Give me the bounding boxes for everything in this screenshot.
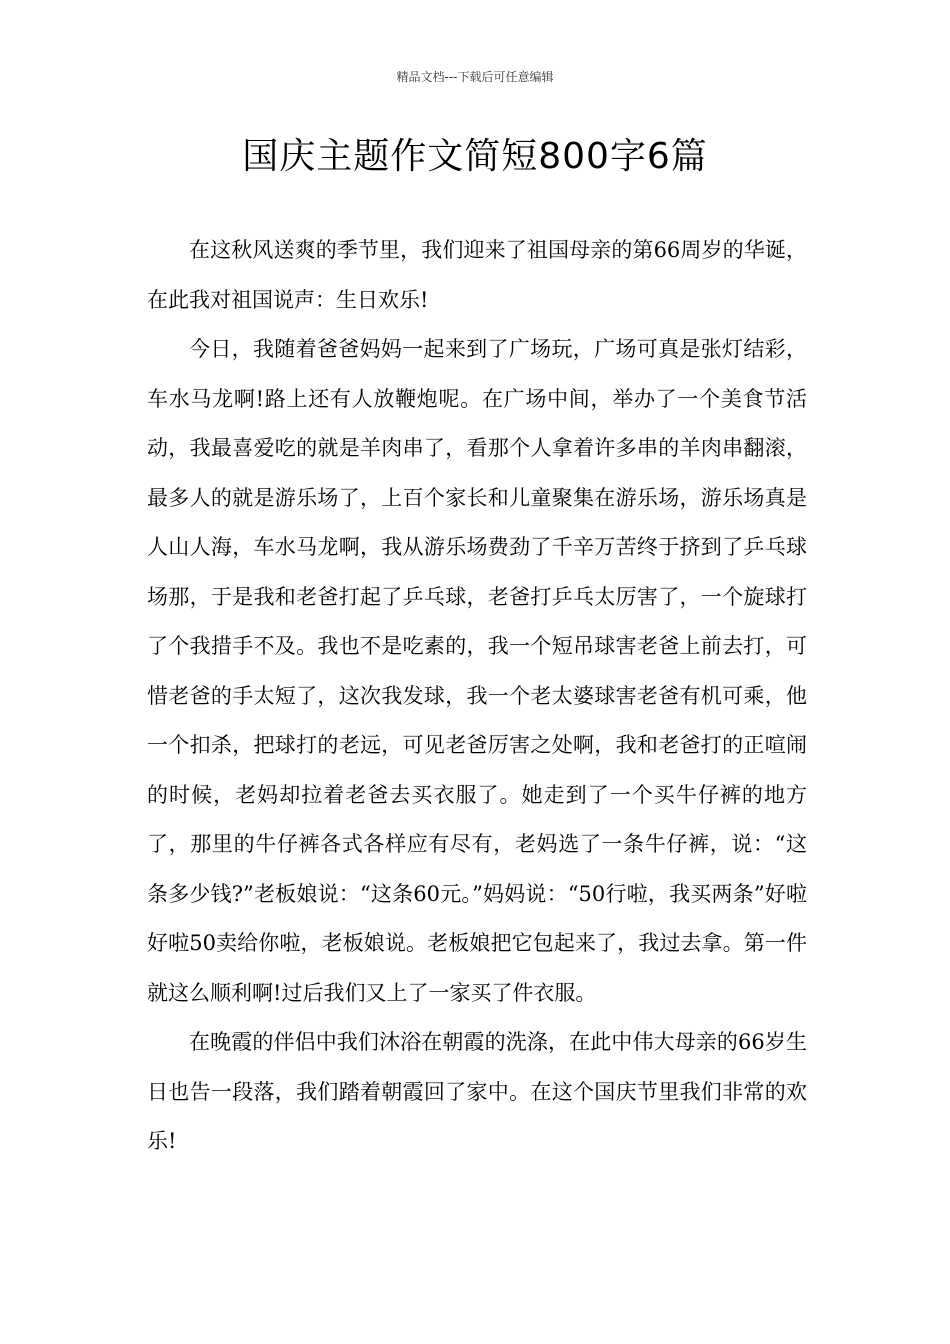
header-note: 精品文档---下载后可任意编辑 (396, 70, 554, 84)
paragraph-3: 在晚霞的伴侣中我们沐浴在朝霞的洗涤，在此中伟大母亲的66岁生日也告一段落，我们踏着朝霞回了家中。在这个国庆节里我们非常的欢乐! (147, 1030, 807, 1153)
document-body (147, 226, 807, 1167)
paragraph-2: 今日，我随着爸爸妈妈一起来到了广场玩，广场可真是张灯结彩，车水马龙啊!路上还有人放鞭炮呢。在广场中间，举办了一个美食节活动，我最喜爱吃的就是羊肉串了，看那个人拿着许多串的羊肉串翻滚，最多人的就是游乐场了，上百个家长和儿童聚集在游乐场，游乐场真是人山人海，车水马龙啊，我从游乐场费劲了千辛万苦终于挤到了乒乓球场那，于是我和老爸打起了乒乓球，老爸打乒乓太厉害了，一个旋球打了个我措手不及。我也不是吃素的，我一个短吊球害老爸上前去打，可惜老爸的手太短了，这次我发球，我一个老太婆球害老爸有机可乘，他一个扣杀，把球打的老远，可见老爸厉害之处啊，我和老爸打的正喧闹的时候，老妈却拉着老爸去买衣服了。她走到了一个买牛仔裤的地方了，那里的牛仔裤各式各样应有尽有，老妈选了一条牛仔裤，说：“这条多少钱?”老板娘说：“这条60元。”妈妈说：“50行啦，我买两条”好啦好啦50卖给你啦，老板娘说。老板娘把它包起来了，我过去拿。第一件就这么顺利啊!过后我们又上了一家买了件衣服。 (147, 337, 807, 1005)
paragraph-1: 在这秋风送爽的季节里，我们迎来了祖国母亲的第66周岁的华诞，在此我对祖国说声：生日欢乐! (147, 238, 807, 312)
document-title: 国庆主题作文简短800字6篇 (242, 136, 708, 177)
